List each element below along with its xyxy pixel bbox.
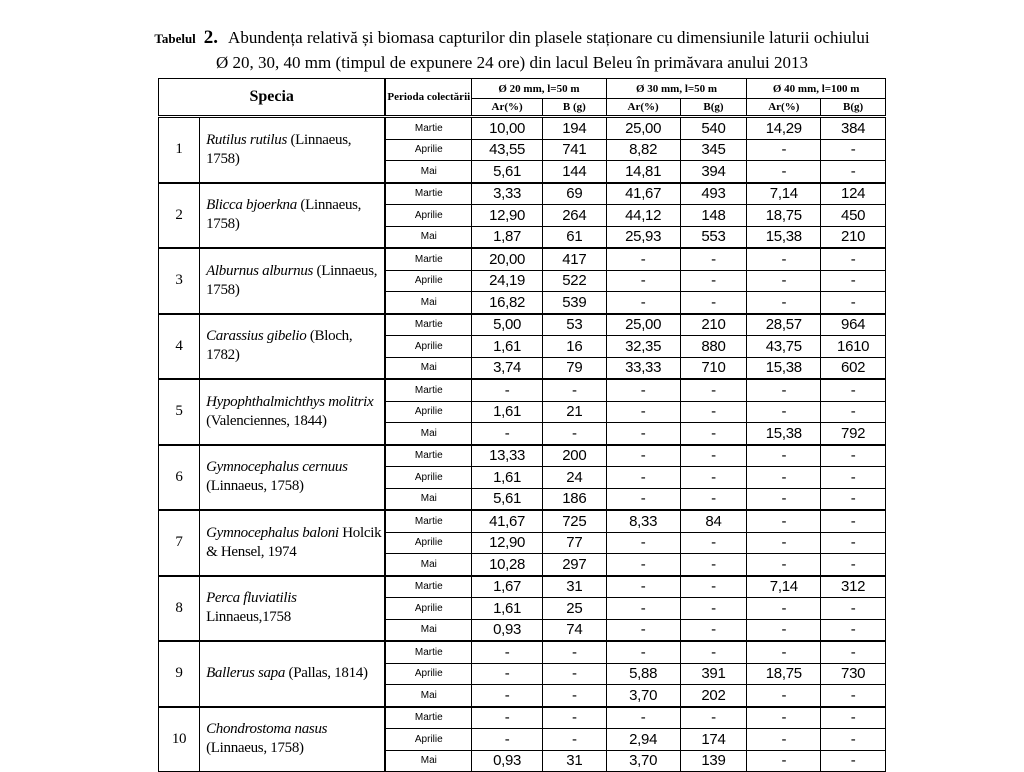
value-cell: - [472, 423, 543, 445]
value-cell: 12,90 [472, 205, 543, 227]
value-cell: 880 [680, 336, 747, 358]
caption-line-1 [0, 26, 1024, 51]
value-cell: 33,33 [606, 357, 680, 379]
value-cell: - [821, 270, 886, 292]
value-cell: 69 [543, 183, 607, 205]
value-cell: - [680, 423, 747, 445]
caption-number: 2. [203, 27, 219, 48]
value-cell: 174 [680, 729, 747, 751]
value-cell: 14,81 [606, 161, 680, 183]
value-cell: 540 [680, 117, 747, 140]
value-cell: - [680, 248, 747, 270]
value-cell: 10,28 [472, 554, 543, 576]
value-cell: 264 [543, 205, 607, 227]
value-cell: 13,33 [472, 445, 543, 467]
header-sub-b-20: B (g) [543, 99, 607, 117]
table-body [159, 117, 886, 772]
species-name [200, 510, 386, 576]
value-cell: 43,55 [472, 139, 543, 161]
period-cell: Mai [385, 357, 471, 379]
value-cell: 1,87 [472, 226, 543, 248]
value-cell: - [680, 554, 747, 576]
value-cell: - [680, 445, 747, 467]
value-cell: 297 [543, 554, 607, 576]
caption-line-2: Ø 20, 30, 40 mm (timpul de expunere 24 ore) din lacul Beleu în primăvara anului 2013 [215, 53, 809, 72]
value-cell: - [680, 598, 747, 620]
species-scientific-name: Alburnus alburnus [206, 262, 314, 279]
value-cell: 8,82 [606, 139, 680, 161]
value-cell: - [747, 619, 821, 641]
period-cell: Martie [385, 707, 471, 729]
species-scientific-name: Hypophthalmichthys molitrix [206, 393, 374, 410]
value-cell: - [606, 445, 680, 467]
value-cell: - [606, 619, 680, 641]
species-number: 9 [159, 641, 200, 707]
value-cell: 124 [821, 183, 886, 205]
value-cell: - [680, 532, 747, 554]
value-cell: 16,82 [472, 292, 543, 314]
period-cell: Aprilie [385, 401, 471, 423]
value-cell: - [821, 379, 886, 401]
value-cell: 25,93 [606, 226, 680, 248]
value-cell: 5,61 [472, 488, 543, 510]
species-authority: (Pallas, 1814) [288, 665, 368, 682]
value-cell: 186 [543, 488, 607, 510]
value-cell: - [606, 270, 680, 292]
species-scientific-name: Blicca bjoerkna [206, 197, 297, 214]
value-cell: - [747, 510, 821, 532]
value-cell: 31 [543, 576, 607, 598]
value-cell: 18,75 [747, 205, 821, 227]
value-cell: - [606, 423, 680, 445]
value-cell: 15,38 [747, 423, 821, 445]
species-scientific-name: Gymnocephalus baloni [206, 524, 339, 541]
value-cell: 5,61 [472, 161, 543, 183]
value-cell: - [606, 641, 680, 663]
value-cell: 602 [821, 357, 886, 379]
value-cell: - [606, 248, 680, 270]
value-cell: 20,00 [472, 248, 543, 270]
period-cell: Aprilie [385, 205, 471, 227]
value-cell: 139 [680, 750, 747, 772]
value-cell: 3,33 [472, 183, 543, 205]
table-row [159, 314, 886, 336]
value-cell: - [680, 707, 747, 729]
header-sub-b-30: B(g) [680, 99, 747, 117]
value-cell: - [747, 750, 821, 772]
value-cell: 79 [543, 357, 607, 379]
species-authority: (Linnaeus, 1758) [206, 197, 362, 233]
value-cell: - [606, 467, 680, 489]
table-row [159, 445, 886, 467]
value-cell: 730 [821, 663, 886, 685]
period-cell: Mai [385, 292, 471, 314]
species-name [200, 641, 386, 707]
value-cell: 44,12 [606, 205, 680, 227]
period-cell: Mai [385, 685, 471, 707]
header-group-40mm: Ø 40 mm, l=100 m [747, 79, 886, 99]
value-cell: - [747, 248, 821, 270]
value-cell: 53 [543, 314, 607, 336]
period-cell: Martie [385, 445, 471, 467]
species-authority: (Linnaeus, 1758) [206, 478, 304, 495]
value-cell: - [606, 401, 680, 423]
value-cell: 41,67 [472, 510, 543, 532]
header-sub-b-40: B(g) [821, 99, 886, 117]
value-cell: - [821, 619, 886, 641]
header-perioada: Perioda colectării [385, 79, 471, 117]
header-sub-ar-20: Ar(%) [472, 99, 543, 117]
value-cell: - [472, 663, 543, 685]
value-cell: - [680, 379, 747, 401]
species-name [200, 379, 386, 445]
header-specia: Specia [159, 79, 386, 117]
period-cell: Martie [385, 248, 471, 270]
value-cell: 1,61 [472, 598, 543, 620]
value-cell: - [680, 401, 747, 423]
value-cell: 345 [680, 139, 747, 161]
value-cell: - [543, 641, 607, 663]
species-authority: Holcik & Hensel, 1974 [206, 524, 382, 560]
value-cell: - [821, 488, 886, 510]
header-sub-ar-30: Ar(%) [606, 99, 680, 117]
species-scientific-name: Chondrostoma nasus [206, 721, 328, 738]
value-cell: - [821, 292, 886, 314]
table-row [159, 117, 886, 140]
value-cell: - [680, 270, 747, 292]
value-cell: - [821, 729, 886, 751]
value-cell: 24 [543, 467, 607, 489]
value-cell: 148 [680, 205, 747, 227]
value-cell: 493 [680, 183, 747, 205]
value-cell: 14,29 [747, 117, 821, 140]
species-name [200, 314, 386, 380]
period-cell: Martie [385, 641, 471, 663]
value-cell: 1610 [821, 336, 886, 358]
value-cell: - [747, 292, 821, 314]
species-scientific-name: Perca fluviatilis [206, 590, 297, 607]
value-cell: - [821, 401, 886, 423]
species-authority: (Bloch, 1782) [206, 328, 353, 364]
value-cell: 384 [821, 117, 886, 140]
value-cell: - [747, 729, 821, 751]
value-cell: 553 [680, 226, 747, 248]
value-cell: 43,75 [747, 336, 821, 358]
value-cell: 391 [680, 663, 747, 685]
value-cell: 3,70 [606, 750, 680, 772]
value-cell: - [821, 707, 886, 729]
caption-text-1: Abundența relativă și biomasa capturilor din plasele staționare cu dimensiunile laturii ochiului [228, 28, 870, 47]
value-cell: - [747, 554, 821, 576]
value-cell: - [747, 379, 821, 401]
header-group-20mm: Ø 20 mm, l=50 m [472, 79, 607, 99]
value-cell: 7,14 [747, 183, 821, 205]
value-cell: - [821, 685, 886, 707]
period-cell: Mai [385, 554, 471, 576]
value-cell: - [680, 292, 747, 314]
species-name [200, 707, 386, 772]
species-name [200, 248, 386, 314]
value-cell: 710 [680, 357, 747, 379]
value-cell: 15,38 [747, 226, 821, 248]
value-cell: - [543, 685, 607, 707]
species-name [200, 183, 386, 249]
value-cell: 194 [543, 117, 607, 140]
period-cell: Mai [385, 750, 471, 772]
period-cell: Aprilie [385, 270, 471, 292]
value-cell: - [680, 641, 747, 663]
species-number: 4 [159, 314, 200, 380]
value-cell: 24,19 [472, 270, 543, 292]
period-cell: Aprilie [385, 336, 471, 358]
value-cell: 41,67 [606, 183, 680, 205]
species-name [200, 117, 386, 183]
value-cell: - [747, 401, 821, 423]
value-cell: 18,75 [747, 663, 821, 685]
value-cell: - [606, 488, 680, 510]
value-cell: 522 [543, 270, 607, 292]
value-cell: 725 [543, 510, 607, 532]
value-cell: - [472, 729, 543, 751]
value-cell: - [606, 576, 680, 598]
species-name [200, 576, 386, 642]
value-cell: - [606, 379, 680, 401]
value-cell: 25,00 [606, 314, 680, 336]
species-scientific-name: Rutilus rutilus [206, 131, 287, 148]
table-row [159, 576, 886, 598]
value-cell: - [747, 707, 821, 729]
value-cell: 741 [543, 139, 607, 161]
value-cell: 394 [680, 161, 747, 183]
table-caption [0, 26, 1024, 75]
value-cell: 8,33 [606, 510, 680, 532]
caption-label: Tabelul [154, 31, 196, 46]
period-cell: Martie [385, 379, 471, 401]
value-cell: - [680, 576, 747, 598]
value-cell: 10,00 [472, 117, 543, 140]
value-cell: 25,00 [606, 117, 680, 140]
value-cell: 0,93 [472, 619, 543, 641]
value-cell: - [821, 532, 886, 554]
value-cell: 964 [821, 314, 886, 336]
value-cell: 1,61 [472, 401, 543, 423]
value-cell: 5,00 [472, 314, 543, 336]
period-cell: Aprilie [385, 598, 471, 620]
value-cell: 1,61 [472, 467, 543, 489]
species-number: 1 [159, 117, 200, 183]
species-number: 2 [159, 183, 200, 249]
value-cell: 32,35 [606, 336, 680, 358]
period-cell: Mai [385, 423, 471, 445]
value-cell: - [543, 423, 607, 445]
value-cell: 84 [680, 510, 747, 532]
value-cell: 77 [543, 532, 607, 554]
table-row [159, 183, 886, 205]
species-scientific-name: Carassius gibelio [206, 328, 307, 345]
species-authority: (Linnaeus, 1758) [206, 262, 378, 298]
value-cell: 7,14 [747, 576, 821, 598]
value-cell: - [821, 750, 886, 772]
value-cell: - [543, 379, 607, 401]
value-cell: 200 [543, 445, 607, 467]
value-cell: - [606, 554, 680, 576]
table-row [159, 707, 886, 729]
species-number: 3 [159, 248, 200, 314]
value-cell: - [472, 379, 543, 401]
value-cell: - [747, 445, 821, 467]
period-cell: Martie [385, 510, 471, 532]
value-cell: - [606, 292, 680, 314]
period-cell: Mai [385, 226, 471, 248]
value-cell: 312 [821, 576, 886, 598]
value-cell: 210 [680, 314, 747, 336]
value-cell: - [543, 663, 607, 685]
species-authority: (Linnaeus, 1758) [206, 131, 352, 167]
value-cell: 5,88 [606, 663, 680, 685]
value-cell: 31 [543, 750, 607, 772]
value-cell: - [543, 729, 607, 751]
period-cell: Martie [385, 183, 471, 205]
value-cell: 12,90 [472, 532, 543, 554]
period-cell: Martie [385, 576, 471, 598]
value-cell: 1,67 [472, 576, 543, 598]
period-cell: Aprilie [385, 467, 471, 489]
species-authority: (Linnaeus, 1758) [206, 740, 304, 757]
table-row [159, 248, 886, 270]
value-cell: - [680, 619, 747, 641]
value-cell: 15,38 [747, 357, 821, 379]
value-cell: - [747, 139, 821, 161]
species-scientific-name: Gymnocephalus cernuus [206, 459, 348, 476]
value-cell: 2,94 [606, 729, 680, 751]
species-number: 10 [159, 707, 200, 772]
value-cell: 61 [543, 226, 607, 248]
period-cell: Martie [385, 117, 471, 140]
value-cell: - [821, 248, 886, 270]
value-cell: - [747, 467, 821, 489]
value-cell: 16 [543, 336, 607, 358]
species-number: 8 [159, 576, 200, 642]
value-cell: - [747, 488, 821, 510]
value-cell: 450 [821, 205, 886, 227]
value-cell: - [606, 532, 680, 554]
header-sub-ar-40: Ar(%) [747, 99, 821, 117]
value-cell: 539 [543, 292, 607, 314]
header-group-30mm: Ø 30 mm, l=50 m [606, 79, 747, 99]
species-number: 5 [159, 379, 200, 445]
value-cell: - [821, 510, 886, 532]
period-cell: Aprilie [385, 532, 471, 554]
period-cell: Aprilie [385, 139, 471, 161]
value-cell: - [747, 598, 821, 620]
period-cell: Aprilie [385, 663, 471, 685]
value-cell: - [747, 161, 821, 183]
value-cell: 202 [680, 685, 747, 707]
value-cell: 3,70 [606, 685, 680, 707]
value-cell: 21 [543, 401, 607, 423]
table-row [159, 379, 886, 401]
value-cell: - [821, 554, 886, 576]
value-cell: - [472, 707, 543, 729]
data-table [158, 78, 886, 772]
period-cell: Martie [385, 314, 471, 336]
value-cell: 28,57 [747, 314, 821, 336]
period-cell: Mai [385, 488, 471, 510]
species-authority: (Valenciennes, 1844) [206, 412, 327, 429]
value-cell: - [472, 685, 543, 707]
value-cell: 417 [543, 248, 607, 270]
value-cell: 210 [821, 226, 886, 248]
value-cell: 25 [543, 598, 607, 620]
value-cell: 0,93 [472, 750, 543, 772]
species-name [200, 445, 386, 511]
period-cell: Mai [385, 619, 471, 641]
value-cell: - [680, 467, 747, 489]
value-cell: - [747, 685, 821, 707]
species-number: 7 [159, 510, 200, 576]
table-row [159, 641, 886, 663]
value-cell: - [821, 641, 886, 663]
value-cell: 74 [543, 619, 607, 641]
value-cell: - [821, 161, 886, 183]
value-cell: - [606, 598, 680, 620]
value-cell: 3,74 [472, 357, 543, 379]
value-cell: - [543, 707, 607, 729]
value-cell: - [606, 707, 680, 729]
value-cell: 1,61 [472, 336, 543, 358]
value-cell: - [821, 445, 886, 467]
value-cell: - [680, 488, 747, 510]
value-cell: - [821, 467, 886, 489]
value-cell: - [821, 139, 886, 161]
species-authority: Linnaeus,1758 [206, 609, 291, 626]
value-cell: - [747, 641, 821, 663]
value-cell: 792 [821, 423, 886, 445]
species-number: 6 [159, 445, 200, 511]
value-cell: - [747, 270, 821, 292]
table-row [159, 510, 886, 532]
value-cell: 144 [543, 161, 607, 183]
value-cell: - [821, 598, 886, 620]
period-cell: Mai [385, 161, 471, 183]
value-cell: - [472, 641, 543, 663]
period-cell: Aprilie [385, 729, 471, 751]
species-scientific-name: Ballerus sapa [206, 665, 286, 682]
value-cell: - [747, 532, 821, 554]
